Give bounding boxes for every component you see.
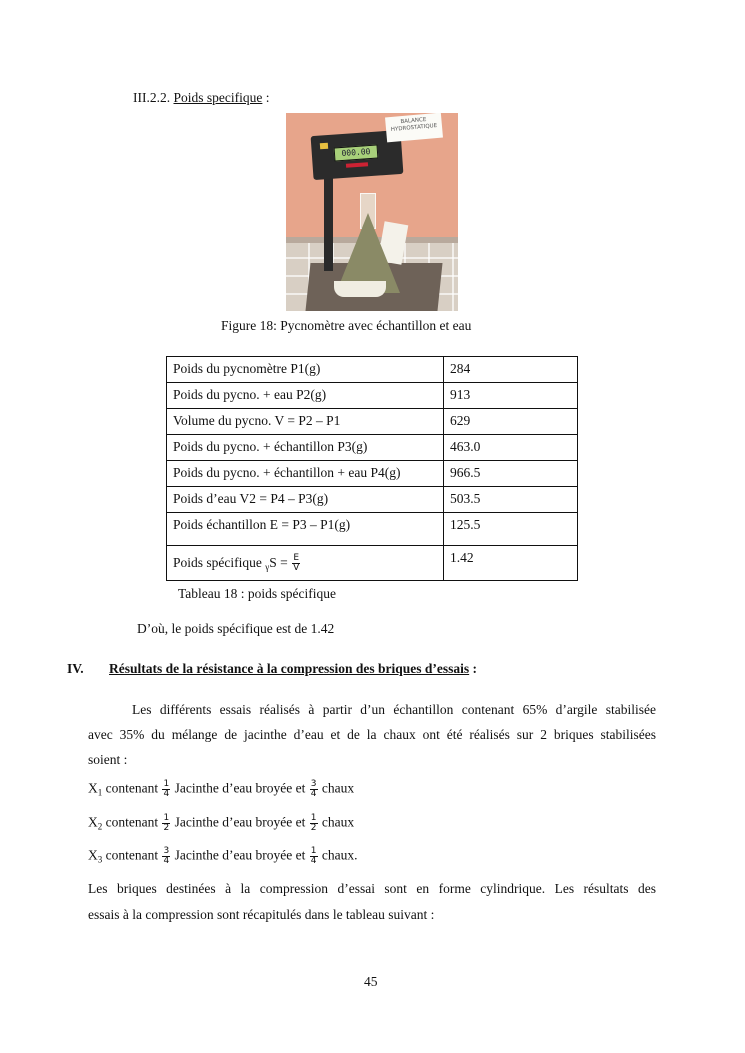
pycnometer-photo bbox=[286, 113, 458, 311]
fraction: $\frac{3}{4}$ bbox=[163, 846, 170, 866]
section-title: Résultats de la résistance à la compression des briques d’essais bbox=[109, 661, 470, 676]
fraction: $\frac{3}{4}$ bbox=[310, 779, 317, 799]
table-row: Poids échantillon E = P3 – P1(g) 125.5 bbox=[167, 513, 578, 546]
table-row: Poids d’eau V2 = P4 – P3(g) 503.5 bbox=[167, 487, 578, 513]
scale-button bbox=[320, 143, 328, 150]
table-row: Poids du pycno. + échantillon P3(g) 463.0 bbox=[167, 435, 578, 461]
paragraph-line: avec 35% du mélange de jacinthe d’eau et de la chaux ont été réalisés sur 2 briques stabilisées bbox=[88, 727, 656, 742]
figure-caption: Figure 18: Pycnomètre avec échantillon et eau bbox=[221, 318, 472, 333]
paragraph-line: soient : bbox=[88, 752, 128, 767]
section-iv-heading: IV. Résultats de la résistance à la compression des briques d’essais : bbox=[67, 661, 478, 676]
sample-line: $X_1$ contenant $\frac{1}{4}$ Jacinthe d’eau broyée et $\frac{3}{4}$ chaux bbox=[88, 779, 355, 799]
fraction: $\frac{1}{2}$ bbox=[163, 813, 170, 833]
table-row: Poids spécifique $_\gamma$S = $\frac{E}{V}$ 1.42 bbox=[167, 546, 578, 581]
table-row: Poids du pycno. + eau P2(g) 913 bbox=[167, 383, 578, 409]
table-caption: Tableau 18 : poids spécifique bbox=[178, 586, 337, 601]
paragraph-line: Les briques destinées à la compression d’essai sont en forme cylindrique. Les résultats des bbox=[88, 881, 656, 896]
table-row: Volume du pycno. V = P2 – P1 629 bbox=[167, 409, 578, 435]
page-number: 45 bbox=[364, 974, 378, 989]
specific-weight-table bbox=[166, 356, 578, 581]
fraction: $\frac{E}{V}$ bbox=[293, 552, 300, 573]
table-row: Poids du pycnomètre P1(g) 284 bbox=[167, 357, 578, 383]
section-number: III.2.2. bbox=[133, 90, 171, 105]
sample-line: $X_3$ contenant $\frac{3}{4}$ Jacinthe d’eau broyée et $\frac{1}{4}$ chaux. bbox=[88, 846, 358, 866]
section-title: Poids specifique bbox=[173, 90, 263, 105]
fraction: $\frac{1}{4}$ bbox=[163, 779, 170, 799]
fraction: $\frac{1}{2}$ bbox=[310, 813, 317, 833]
scale-display: 000.00 bbox=[334, 144, 379, 161]
section-heading: III.2.2. Poids specifique : bbox=[133, 90, 270, 105]
table-row: Poids du pycno. + échantillon + eau P4(g) 966.5 bbox=[167, 461, 578, 487]
section-number: IV. bbox=[67, 661, 84, 676]
paragraph-line: essais à la compression sont récapitulés dans le tableau suivant : bbox=[88, 907, 435, 922]
flask-sample bbox=[334, 281, 386, 297]
paragraph-line: Les différents essais réalisés à partir d’un échantillon contenant 65% d’argile stabilisée bbox=[132, 702, 656, 717]
conclusion-text: D’où, le poids spécifique est de 1.42 bbox=[137, 621, 335, 636]
fraction: $\frac{1}{4}$ bbox=[310, 846, 317, 866]
sample-line: $X_2$ contenant $\frac{1}{2}$ Jacinthe d’eau broyée et $\frac{1}{2}$ chaux bbox=[88, 813, 355, 833]
scale-pole bbox=[324, 175, 333, 271]
balance-sign: BALANCE HYDROSTATIQUE bbox=[385, 113, 443, 142]
